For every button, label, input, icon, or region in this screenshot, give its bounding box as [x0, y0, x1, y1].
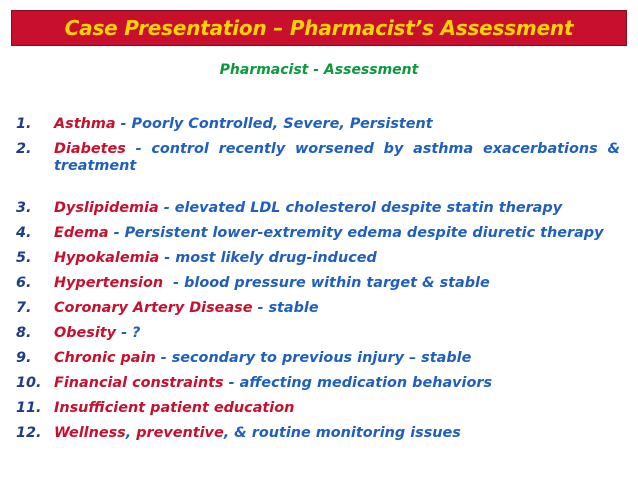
item-description: - ?: [116, 325, 141, 341]
item-number: 12.: [16, 425, 42, 441]
item-number: 2.: [16, 141, 32, 157]
list-item: [16, 396, 620, 421]
item-number: 11.: [16, 400, 42, 416]
list-item: [16, 346, 620, 371]
item-term: Chronic pain: [54, 350, 156, 366]
item-term: Hypertension: [54, 275, 164, 291]
item-description: - elevated LDL cholesterol despite statin therapy: [158, 200, 563, 216]
item-number: 6.: [16, 275, 32, 291]
list-item: [16, 371, 620, 396]
item-term: Diabetes: [54, 141, 126, 157]
title-bar: [11, 10, 627, 46]
list-item: [16, 246, 620, 271]
item-number: 1.: [16, 116, 32, 132]
item-number: 7.: [16, 300, 32, 316]
slide-subtitle: Pharmacist - Assessment: [219, 62, 419, 78]
item-term: Obesity: [54, 325, 117, 341]
item-description: - Persistent lower-extremity edema despite diuretic therapy: [108, 225, 604, 241]
item-term: Hypokalemia: [54, 250, 160, 266]
item-number: 9.: [16, 350, 32, 366]
list-item: [16, 112, 620, 137]
item-description: - blood pressure within target & stable: [163, 275, 490, 291]
list-item: [16, 196, 620, 221]
item-description: , & routine monitoring issues: [223, 425, 461, 441]
list-item: [16, 296, 620, 321]
item-separator: ,: [125, 425, 137, 441]
item-number: 8.: [16, 325, 32, 341]
item-term: Insufficient patient education: [54, 400, 295, 416]
item-term: Financial constraints: [54, 375, 224, 391]
item-number: 4.: [16, 225, 32, 241]
list-item: [16, 221, 620, 246]
item-term: Edema: [54, 225, 109, 241]
item-term: Dyslipidemia: [54, 200, 159, 216]
item-description: - affecting medication behaviors: [223, 375, 493, 391]
item-description: - secondary to previous injury – stable: [155, 350, 472, 366]
slide-title: Case Presentation – Pharmacist’s Assessment: [64, 16, 574, 40]
item-term-secondary: preventive: [136, 425, 224, 441]
list-item: [16, 421, 620, 446]
list-item: [16, 137, 620, 196]
list-item: [16, 321, 620, 346]
item-description: - control recently worsened by asthma exacerbations & treatment: [54, 141, 620, 174]
item-description: - Poorly Controlled, Severe, Persistent: [115, 116, 433, 132]
item-term: Asthma: [54, 116, 116, 132]
item-description: - most likely drug-induced: [159, 250, 377, 266]
item-term: Wellness: [54, 425, 126, 441]
assessment-list: [16, 112, 620, 446]
list-item: [16, 271, 620, 296]
item-number: 3.: [16, 200, 32, 216]
item-number: 5.: [16, 250, 32, 266]
item-number: 10.: [16, 375, 42, 391]
item-term: Coronary Artery Disease: [54, 300, 253, 316]
item-description: - stable: [252, 300, 319, 316]
